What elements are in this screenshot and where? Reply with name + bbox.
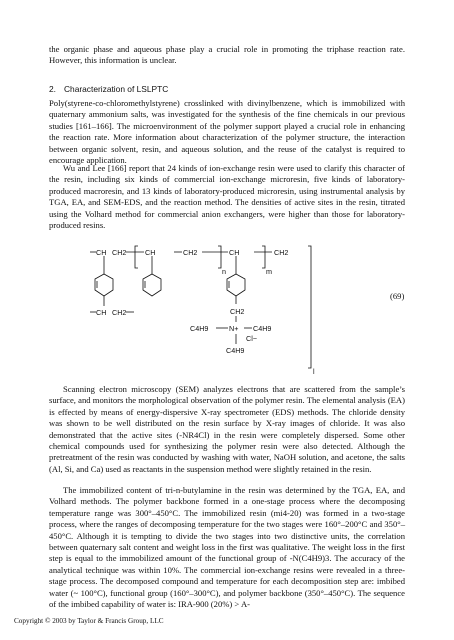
label-c4h9-left: C4H9 [190,324,209,333]
label-ch-3: CH [229,248,240,257]
label-ch-1: CH [96,248,107,257]
label-ch2-4: CH2 [112,308,127,317]
paragraph-2: Wu and Lee [166] report that 24 kinds of ion-exchange resin were used to clarify this character of the resin, including six kinds of commercial ion-exchange microresin, five kinds of laboratory-produced macroresin, and 13 kinds of laboratory-produced microresin, using instrumental analysis by TGA, EA, and SEM-EDS, and the reaction method. The densities of active sites in the resin, titrated using the Volhard method for commercial anion exchangers, were higher than those for laboratory-produced resins. [49,163,405,231]
label-subscript-n: n [222,267,226,276]
label-subscript-m: m [266,267,272,276]
benzene-rings [95,274,245,296]
chemical-structure-diagram [90,240,340,375]
structure-brackets [135,246,311,368]
label-subscript-l: l [313,367,315,375]
label-ch2-side: CH2 [230,307,245,316]
label-chloride: Cl− [246,334,257,343]
label-ch-4: CH [96,308,107,317]
label-ch2-3: CH2 [274,248,289,257]
equation-number: (69) [390,291,405,301]
label-ch2-1: CH2 [112,248,127,257]
paragraph-1: Poly(styrene-co-chloromethylstyrene) crosslinked with divinylbenzene, which is immobilized with quaternary ammonium salts, was investigated for the synthesis of the fine chemicals in our previous studies [161–166]. The microenvironment of the polymer support played a crucial role in enhancing the reaction rate. More information about characterization of the polymer structure, the interaction between organic solvent, resin, and aqueous solution, and the reuse of the catalyst is required to encourage application. [49,98,405,166]
label-c4h9-bottom: C4H9 [226,346,245,355]
label-ch2-2: CH2 [183,248,198,257]
section-heading [49,84,168,94]
section-title: Characterization of LSLPTC [64,84,169,94]
label-c4h9-right: C4H9 [253,324,272,333]
copyright-footer: Copyright © 2003 by Taylor & Francis Group, LLC [14,617,164,625]
backbone-bonds [90,252,272,344]
section-number: 2. [49,84,56,94]
label-n-plus: N+ [229,324,239,333]
label-ch-2: CH [145,248,156,257]
chemical-structure [90,240,340,375]
paragraph-3: Scanning electron microscopy (SEM) analyzes electrons that are scattered from the sample’s surface, and monitors the morphological observation of the polymer resin. The elemental analysis (EA) is effected by means of energy-dispersive X-ray spectrometer (EDS) methods. The chloride density was shown to be well distributed on the resin surface by X-ray images of chloride. It was also demonstrated that the active sites (-NR4Cl) in the resin were completely dispersed. Some other chemical compounds used for synthesizing the polymer resin were also detected. Although the pretreatment of the resin was conducted by washing with water, NaOH solution, and acetone, the salts (Al, Si, and Ca) used as reactants in the suspension method were slightly retained in the resin. [49,384,405,474]
paragraph-4: The immobilized content of tri-n-butylamine in the resin was determined by the TGA, EA, and Volhard methods. The polymer backbone formed in a one-stage process where the decomposing temperature range was 300°–450°C. The immobilized resin (mi4-20) was formed in a two-stage process, where the ranges of decomposing temperature for the two stages were 160°–200°C and 350°–450°C. Although it is tempting to divide the two stages into two distinctive units, the correlation between quaternary salt content and weight loss in the first was qualitative. The weight loss in the first step is equal to the immobilized amount of the functional group of -N(C4H9)3. The accuracy of the analytical technique was within 10%. The commercial ion-exchange resins were revealed in a three-stage process. The decomposed compound and temperature for each decomposition step are: imbibed water (~ 100°C), functional group (160°–300°C), and polymer backbone (350°–450°C). The sequence of the imbibed capability of water is: IRA-900 (20%) > A- [49,485,405,610]
intro-paragraph: the organic phase and aqueous phase play a crucial role in promoting the triphase reaction rate. However, this information is unclear. [49,44,405,66]
